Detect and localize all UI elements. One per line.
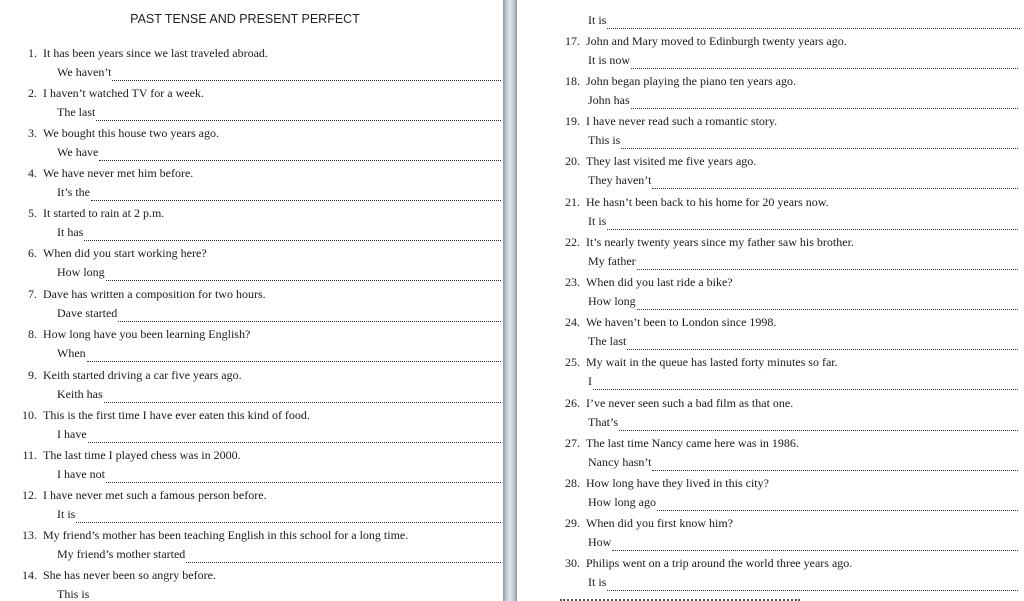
exercise-sentence: How long have you been learning English? — [43, 327, 251, 341]
answer-blank[interactable] — [186, 549, 501, 563]
exercise-number: 3. — [28, 126, 37, 140]
next-exercise-cutoff — [560, 596, 860, 601]
exercise-number: 7. — [28, 287, 37, 301]
answer-line[interactable] — [588, 131, 1020, 149]
exercise-item — [15, 164, 503, 204]
answer-line[interactable] — [57, 63, 503, 81]
exercise-item — [517, 112, 1024, 152]
answer-prompt: John has — [588, 93, 630, 107]
exercise-question — [15, 486, 267, 504]
exercise-number: 24. — [565, 315, 580, 329]
exercise-sentence: This is the first time I have ever eaten this kind of food. — [43, 408, 310, 422]
answer-prompt: That’s — [588, 415, 618, 429]
exercise-number: 6. — [28, 246, 37, 260]
answer-prompt: We haven’t — [57, 65, 112, 79]
answer-blank[interactable] — [619, 417, 1018, 431]
exercise-question — [558, 434, 799, 452]
answer-prompt: Dave started — [57, 306, 118, 320]
exercise-number: 21. — [565, 195, 580, 209]
answer-line[interactable] — [588, 493, 1020, 511]
exercise-item — [517, 434, 1024, 474]
answer-line[interactable] — [57, 385, 503, 403]
answer-prompt: It is — [57, 507, 76, 521]
exercise-item — [15, 244, 503, 284]
worksheet-title: PAST TENSE AND PRESENT PERFECT — [130, 12, 360, 26]
answer-blank[interactable] — [104, 389, 501, 403]
answer-blank[interactable] — [84, 227, 501, 241]
exercise-number: 1. — [28, 46, 37, 60]
answer-blank[interactable] — [118, 308, 501, 322]
answer-blank[interactable] — [96, 107, 501, 121]
exercise-question — [558, 273, 733, 291]
exercise-item — [517, 394, 1024, 434]
exercise-sentence: Dave has written a composition for two hours. — [43, 287, 266, 301]
exercise-sentence: We bought this house two years ago. — [43, 126, 220, 140]
answer-prompt: The last — [588, 334, 627, 348]
exercise-item — [15, 566, 503, 601]
answer-line[interactable] — [57, 263, 503, 281]
answer-blank[interactable] — [652, 175, 1018, 189]
exercise-number: 29. — [565, 516, 580, 530]
exercise-question — [558, 32, 847, 50]
answer-line[interactable] — [57, 465, 503, 483]
exercise-question — [15, 446, 241, 464]
answer-prompt: This is — [57, 587, 90, 601]
exercise-question — [558, 554, 852, 572]
answer-prompt: It is — [588, 575, 607, 589]
exercise-question — [558, 72, 796, 90]
answer-line[interactable] — [588, 573, 1020, 591]
exercise-item — [15, 526, 503, 566]
exercise-number: 17. — [565, 34, 580, 48]
exercise-sentence: When did you first know him? — [586, 516, 733, 530]
answer-blank[interactable] — [631, 95, 1018, 109]
answer-blank[interactable] — [612, 537, 1018, 551]
exercise-question — [15, 526, 408, 544]
exercise-item — [15, 124, 503, 164]
left-page — [0, 0, 503, 601]
answer-line[interactable] — [588, 332, 1020, 350]
answer-blank[interactable] — [607, 15, 1020, 29]
exercise-sentence: I haven’t watched TV for a week. — [43, 86, 204, 100]
exercise-question — [15, 285, 266, 303]
exercise-sentence: It started to rain at 2 p.m. — [43, 206, 165, 220]
exercise-sentence: How long have they lived in this city? — [586, 476, 769, 490]
answer-line[interactable] — [588, 212, 1020, 230]
answer-blank[interactable] — [607, 216, 1018, 230]
exercise-question — [15, 124, 219, 142]
exercise-question — [558, 353, 838, 371]
exercise-item — [517, 72, 1024, 112]
exercise-sentence: My friend’s mother has been teaching English in this school for a long time. — [43, 528, 409, 542]
exercise-sentence: I have never met such a famous person before. — [43, 488, 267, 502]
exercise-question — [15, 244, 207, 262]
exercise-sentence: She has never been so angry before. — [43, 568, 216, 582]
answer-prompt: Nancy hasn’t — [588, 455, 652, 469]
answer-blank[interactable] — [106, 267, 501, 281]
answer-blank[interactable] — [621, 135, 1018, 149]
exercise-question — [558, 112, 777, 130]
exercise-item — [15, 446, 503, 486]
exercise-number: 20. — [565, 154, 580, 168]
answer-blank[interactable] — [637, 296, 1018, 310]
exercise-item — [15, 486, 503, 526]
exercise-item — [517, 474, 1024, 514]
exercise-item — [15, 285, 503, 325]
exercise-number: 4. — [28, 166, 37, 180]
answer-line[interactable] — [588, 413, 1020, 431]
exercise-item — [15, 204, 503, 244]
exercise-number: 27. — [565, 436, 580, 450]
answer-blank[interactable] — [87, 348, 501, 362]
exercise-item — [517, 353, 1024, 393]
exercise-number: 23. — [565, 275, 580, 289]
answer-blank[interactable] — [593, 376, 1018, 390]
exercise-item — [15, 44, 503, 84]
exercise-number: 18. — [565, 74, 580, 88]
answer-blank[interactable] — [99, 147, 501, 161]
answer-line[interactable] — [57, 585, 503, 601]
answer-prompt: How long ago — [588, 495, 656, 509]
exercise-question — [15, 566, 216, 584]
exercise-item — [517, 313, 1024, 353]
answer-blank[interactable] — [112, 67, 501, 81]
answer-prompt: I have — [57, 427, 87, 441]
answer-line[interactable] — [588, 533, 1020, 551]
exercise-number: 8. — [28, 327, 37, 341]
answer-prompt: It is — [588, 13, 607, 27]
exercise-sentence: They last visited me five years ago. — [586, 154, 757, 168]
exercise-question — [558, 193, 829, 211]
exercise-item — [517, 193, 1024, 233]
answer-prompt: It has — [57, 225, 84, 239]
exercise-question — [558, 474, 769, 492]
exercise-sentence: The last time I played chess was in 2000. — [43, 448, 241, 462]
exercise-number: 5. — [28, 206, 37, 220]
exercise-number: 9. — [28, 368, 37, 382]
exercise-sentence: He hasn’t been back to his home for 20 years now. — [586, 195, 829, 209]
answer-line[interactable] — [57, 103, 503, 121]
exercise-question — [558, 233, 854, 251]
exercise-question — [15, 204, 164, 222]
answer-prompt: It is — [588, 214, 607, 228]
exercise-question — [558, 514, 733, 532]
exercise-sentence: We have never met him before. — [43, 166, 194, 180]
exercise-number: 28. — [565, 476, 580, 490]
answer-blank[interactable] — [76, 509, 501, 523]
answer-line[interactable] — [588, 91, 1020, 109]
answer-line[interactable] — [588, 171, 1020, 189]
answer-prompt: My friend’s mother started — [57, 547, 186, 561]
exercise-number: 14. — [22, 568, 37, 582]
answer-prompt: It’s the — [57, 185, 90, 199]
exercise-sentence: I have never read such a romantic story. — [586, 114, 778, 128]
exercise-question — [558, 152, 756, 170]
exercise-number: 13. — [22, 528, 37, 542]
exercise-number: 2. — [28, 86, 37, 100]
exercise-item — [517, 32, 1024, 72]
answer-blank[interactable] — [88, 429, 501, 443]
answer-line[interactable] — [588, 453, 1020, 471]
answer-blank[interactable] — [91, 187, 501, 201]
exercise-sentence: John and Mary moved to Edinburgh twenty years ago. — [586, 34, 847, 48]
answer-blank[interactable] — [627, 336, 1018, 350]
exercise-sentence: When did you last ride a bike? — [586, 275, 733, 289]
answer-line[interactable] — [588, 252, 1020, 270]
answer-line[interactable] — [588, 51, 1020, 69]
exercise-number: 19. — [565, 114, 580, 128]
exercise-item — [517, 273, 1024, 313]
answer-line[interactable] — [57, 545, 503, 563]
answer-line[interactable] — [57, 304, 503, 322]
exercise-sentence: We haven’t been to London since 1998. — [586, 315, 777, 329]
exercise-question — [15, 44, 268, 62]
exercise-question — [15, 325, 250, 343]
exercise-number: 22. — [565, 235, 580, 249]
exercise-item — [15, 406, 503, 446]
answer-prompt: The last — [57, 105, 96, 119]
exercise-number: 11. — [22, 448, 37, 462]
exercise-item — [517, 233, 1024, 273]
exercise-sentence: When did you start working here? — [43, 246, 207, 260]
exercise-sentence: Philips went on a trip around the world three years ago. — [586, 556, 853, 570]
exercise-question — [15, 406, 310, 424]
exercise-number: 10. — [22, 408, 37, 422]
exercise-sentence: The last time Nancy came here was in 1986. — [586, 436, 799, 450]
answer-prompt: How — [588, 535, 612, 549]
answer-line[interactable] — [57, 505, 503, 523]
answer-blank[interactable] — [657, 497, 1018, 511]
answer-line[interactable] — [588, 372, 1020, 390]
answer-blank[interactable] — [652, 457, 1018, 471]
exercise-question — [15, 164, 193, 182]
exercise-sentence: It’s nearly twenty years since my father saw his brother. — [586, 235, 854, 249]
answer-line[interactable] — [57, 344, 503, 362]
page-gutter — [503, 0, 517, 601]
exercise-question — [15, 366, 242, 384]
exercise-question — [15, 84, 204, 102]
answer-prompt: They haven’t — [588, 173, 652, 187]
exercise-sentence: John began playing the piano ten years ago. — [586, 74, 796, 88]
exercise-number: 26. — [565, 396, 580, 410]
exercise-sentence: It has been years since we last traveled abroad. — [43, 46, 268, 60]
answer-prompt: When — [57, 346, 86, 360]
answer-blank[interactable] — [90, 589, 501, 601]
exercise-item — [15, 366, 503, 406]
answer-blank[interactable] — [106, 469, 501, 483]
answer-prompt: How long — [57, 265, 105, 279]
answer-blank[interactable] — [607, 577, 1018, 591]
answer-prompt: Keith has — [57, 387, 103, 401]
exercise-number: 25. — [565, 355, 580, 369]
answer-line[interactable] — [57, 223, 503, 241]
answer-prompt: We have — [57, 145, 99, 159]
answer-line-continued[interactable] — [588, 11, 1020, 29]
answer-prompt: It is now — [588, 53, 630, 67]
answer-prompt: My father — [588, 254, 636, 268]
exercise-item — [517, 152, 1024, 192]
exercise-number: 12. — [22, 488, 37, 502]
exercise-item — [15, 325, 503, 365]
exercise-item — [517, 554, 1024, 594]
answer-prompt: This is — [588, 133, 621, 147]
exercise-item — [517, 514, 1024, 554]
exercise-question — [558, 394, 793, 412]
answer-line[interactable] — [57, 425, 503, 443]
exercise-question — [558, 313, 776, 331]
exercise-sentence: I’ve never seen such a bad film as that one. — [586, 396, 794, 410]
answer-prompt: I have not — [57, 467, 105, 481]
answer-blank[interactable] — [637, 256, 1018, 270]
answer-line[interactable] — [57, 143, 503, 161]
exercise-sentence: Keith started driving a car five years ago. — [43, 368, 242, 382]
right-page — [517, 0, 1024, 601]
answer-prompt: I — [588, 374, 592, 388]
exercise-item — [15, 84, 503, 124]
exercise-number: 30. — [565, 556, 580, 570]
answer-line[interactable] — [588, 292, 1020, 310]
answer-line[interactable] — [57, 183, 503, 201]
answer-blank[interactable] — [631, 55, 1018, 69]
answer-prompt: How long — [588, 294, 636, 308]
exercise-sentence: My wait in the queue has lasted forty minutes so far. — [586, 355, 838, 369]
